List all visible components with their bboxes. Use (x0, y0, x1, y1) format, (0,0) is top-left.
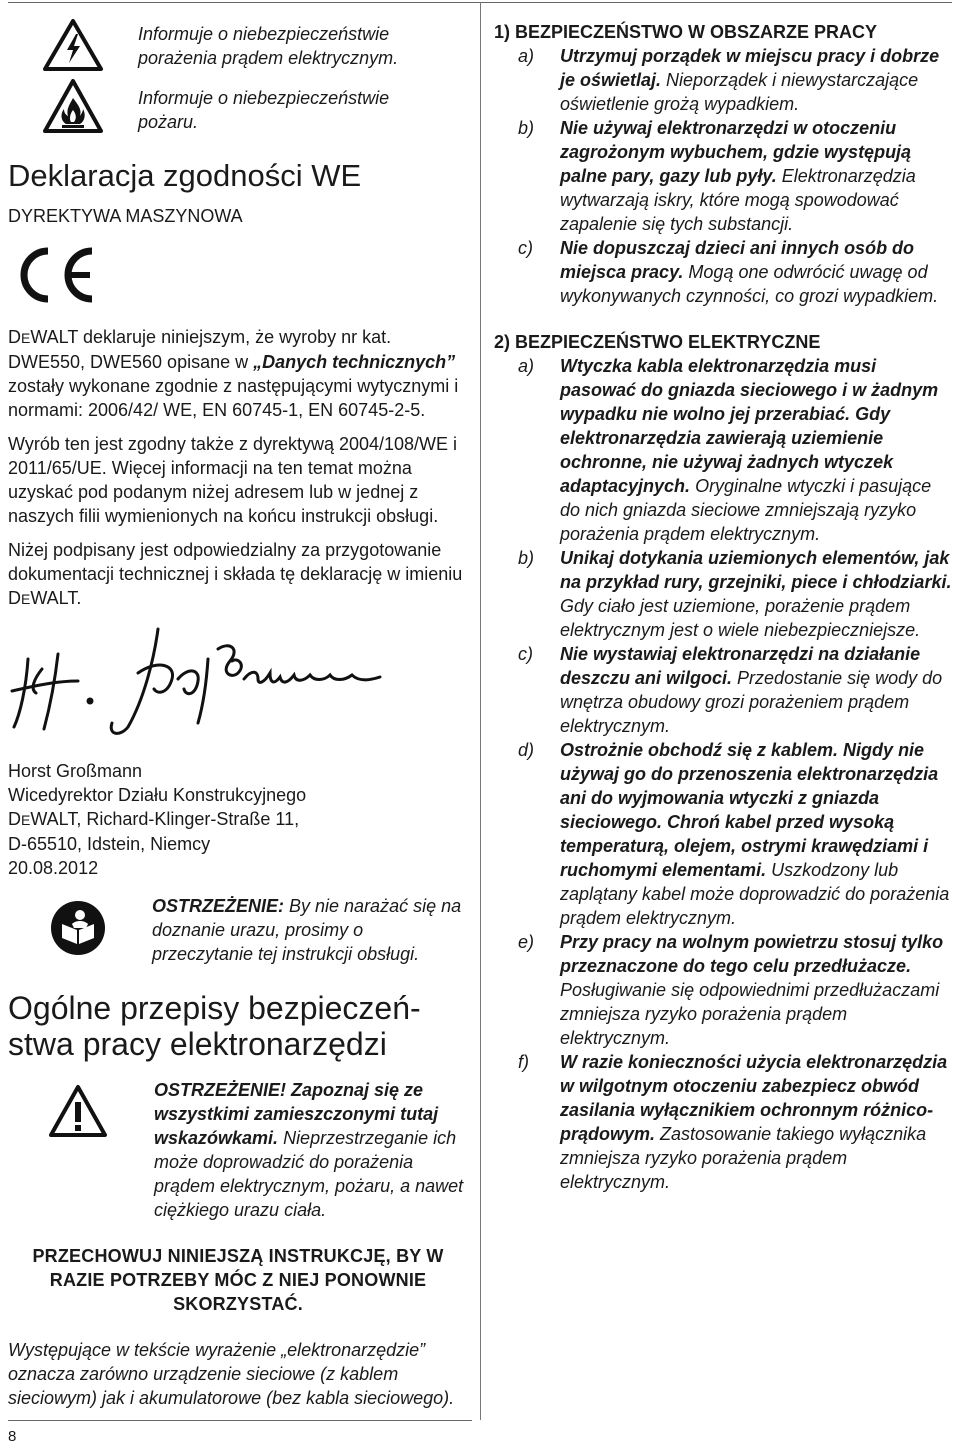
general-warning-text: OSTRZEŻENIE! Zapoznaj się ze wszystkimi zamieszczonymi tutaj wskazówkami. Nieprzestrzeganie ich może doprowadzić do porażenia prądem elektrycznym, pożaru, a nawet ciężkiego urazu ciała. (154, 1080, 464, 1220)
warning-fire-text: Informuje o niebezpieczeństwie pożaru. (138, 88, 390, 132)
list-item-label: a) (518, 46, 535, 66)
list-item-instruction: Nie używaj elektronarzędzi w otoczeniu zagrożonym wybuchem, gdzie występują palne pary, gazy lub pyły. (560, 118, 912, 186)
declaration-paragraph-2: Wyrób ten jest zgodny także z dyrektywą 2004/108/WE i 2011/65/UE. Więcej informacji na ten temat można uzyskać pod podanym niżej adresem lub w jednej z naszych filii wymienionych na końcu instrukcji obsługi. (8, 434, 458, 526)
list-item-explanation: Gdy ciało jest uziemione, porażenie prądem elektrycznym jest o wiele niebezpieczniejsze. (560, 596, 921, 640)
keep-instructions-notice: PRZECHOWUJ NINIEJSZĄ INSTRUKCJĘ, BY W RAZIE POTRZEBY MÓC Z NIEJ PONOWNIE SKORZYSTAĆ. (32, 1246, 444, 1314)
list-item-label: d) (518, 740, 535, 760)
list-item-instruction: Wtyczka kabla elektronarzędzia musi pasować do gniazda sieciowego i w żadnym wypadku nie wolno jej przerabiać. Gdy elektronarzędzia zawierają uziemienie ochronne, nie używaj żadnych wtyczek adaptacyjnych. (560, 356, 939, 496)
list-item-explanation: Elektronarzędzia wytwarzają iskry, które mogą spowodować zapalenie się tych substancji. (560, 166, 916, 234)
list-item-label: c) (518, 238, 533, 258)
list-item-label: e) (518, 932, 535, 952)
list-item-label: f) (518, 1052, 529, 1072)
list-item-instruction: Ostrożnie obchodź się z kablem. Nigdy nie używaj go do przenoszenia elektronarzędzia ani do wyjmowania wtyczki z gniazda sieciowego. Chroń kabel przed wysoką temperaturą, olejem, ostrymi krawędziami i ruchomymi elementami. (560, 740, 939, 880)
list-item-instruction: Utrzymuj porządek w miejscu pracy i dobrze je oświetlaj. (560, 46, 940, 90)
warning-fire (8, 76, 468, 136)
list-item-instruction: Unikaj dotykania uziemionych elementów, jak na przykład rury, grzejniki, piece i chłodziarki. (560, 548, 952, 592)
declaration-paragraph-3: Niżej podpisany jest odpowiedzialny za przygotowanie dokumentacji technicznej i składa tę deklarację w imieniu DEWALT. (8, 540, 463, 608)
right-column (494, 20, 954, 1194)
list-item-instruction: W razie konieczności użycia elektronarzędzia w wilgotnym otoczeniu zabezpiecz obwód zasilania wyłącznikiem ochronnym różnico-prądowym. (560, 1052, 948, 1144)
list-item-explanation: Przedostanie się wody do wnętrza obudowy grozi porażeniem prądem elektrycznym. (560, 668, 943, 736)
list-item (494, 1050, 954, 1194)
list-item-explanation: Zastosowanie takiego wyłącznika zmniejsza ryzyko porażenia prądem elektrycznym. (560, 1124, 927, 1192)
declaration-title: Deklaracja zgodności WE (8, 158, 362, 193)
list-item-text (560, 546, 954, 642)
signer-address: DEWALT, Richard-Klinger-Straße 11, (8, 809, 300, 829)
list-item-text (560, 738, 954, 930)
list-item-text (560, 930, 954, 1050)
left-column (8, 20, 468, 1410)
list-item-explanation: Oryginalne wtyczki i pasujące do nich gniazda sieciowe zmniejszają ryzyko porażenia prądem elektrycznym. (560, 476, 932, 544)
electric-hazard-icon (42, 18, 104, 72)
list-item (494, 116, 954, 236)
signer-city: D-65510, Idstein, Niemcy (8, 834, 211, 854)
read-manual-icon (50, 900, 106, 956)
ce-mark (8, 245, 468, 305)
read-manual-text: OSTRZEŻENIE: By nie narażać się na doznanie urazu, prosimy o przeczytanie tej instrukcji obsługi. (152, 896, 462, 964)
list-item-label: c) (518, 644, 533, 664)
list-item (494, 44, 954, 116)
warning-electric-text: Informuje o niebezpieczeństwie porażenia prądem elektrycznym. (138, 24, 399, 68)
list-item-text (560, 354, 954, 546)
list-item-explanation: Nieporządek i niewystarczające oświetlenie grożą wypadkiem. (560, 70, 919, 114)
list-item-explanation: Uszkodzony lub zaplątany kabel może doprowadzić do porażenia prądem elektrycznym. (560, 860, 950, 928)
list-item-label: b) (518, 548, 535, 568)
signer-name: Horst Großmann (8, 761, 143, 781)
list-item-instruction: Przy pracy na wolnym powietrzu stosuj tylko przeznaczone do tego celu przedłużacze. (560, 932, 944, 976)
list-item-text (560, 44, 954, 116)
list-item-label: a) (518, 356, 535, 376)
warning-triangle-icon (48, 1084, 108, 1138)
warning-electric (8, 22, 468, 72)
signature-image (8, 619, 388, 739)
safety-heading: Ogólne przepisy bezpieczeń-stwa pracy elektronarzędzi (8, 990, 421, 1062)
signer-block (8, 759, 468, 880)
section-1-list (494, 44, 954, 308)
list-item-text (560, 1050, 954, 1194)
list-item (494, 354, 954, 546)
list-item (494, 930, 954, 1050)
section-2-title: 2) BEZPIECZEŃSTWO ELEKTRYCZNE (494, 332, 821, 352)
list-item (494, 236, 954, 308)
read-manual-warning (8, 894, 468, 966)
list-item (494, 642, 954, 738)
term-definition-note: Występujące w tekście wyrażenie „elektronarzędzie” oznacza zarówno urządzenie sieciowe (z kablem sieciowym) jak i akumulatorowe (bez kabla sieciowego). (8, 1340, 455, 1408)
list-item-text (560, 642, 954, 738)
list-item-text (560, 236, 954, 308)
list-item-instruction: Nie wystawiaj elektronarzędzi na działanie deszczu ani wilgoci. (560, 644, 921, 688)
signature-date: 20.08.2012 (8, 858, 99, 878)
fire-hazard-icon (42, 78, 104, 136)
ce-mark-icon (8, 245, 98, 305)
list-item-label: b) (518, 118, 535, 138)
list-item-text (560, 116, 954, 236)
page-number: 8 (8, 1428, 17, 1445)
declaration-paragraph-1: DEWALT deklaruje niniejszym, że wyroby nr kat. DWE550, DWE560 opisane w „Danych technicznych” zostały wykonane zgodnie z następującymi wytycznymi i normami: 2006/42/ WE, EN 60745-1, EN 60745-2-5. (8, 327, 459, 420)
list-item-explanation: Posługiwanie się odpowiednimi przedłużaczami zmniejsza ryzyko porażenia prądem elektrycznym. (560, 980, 940, 1048)
declaration-subtitle: DYREKTYWA MASZYNOWA (8, 206, 243, 226)
signer-title: Wicedyrektor Działu Konstrukcyjnego (8, 785, 307, 805)
column-divider (480, 2, 481, 1420)
list-item-explanation: Mogą one odwrócić uwagę od wykonywanych czynności, co grozi wypadkiem. (560, 262, 939, 306)
bottom-rule (8, 1420, 472, 1421)
section-2-list (494, 354, 954, 1194)
general-warning (8, 1078, 468, 1222)
list-item (494, 546, 954, 642)
list-item (494, 738, 954, 930)
section-1-title: 1) BEZPIECZEŃSTWO W OBSZARZE PRACY (494, 22, 878, 42)
list-item-instruction: Nie dopuszczaj dzieci ani innych osób do miejsca pracy. (560, 238, 915, 282)
